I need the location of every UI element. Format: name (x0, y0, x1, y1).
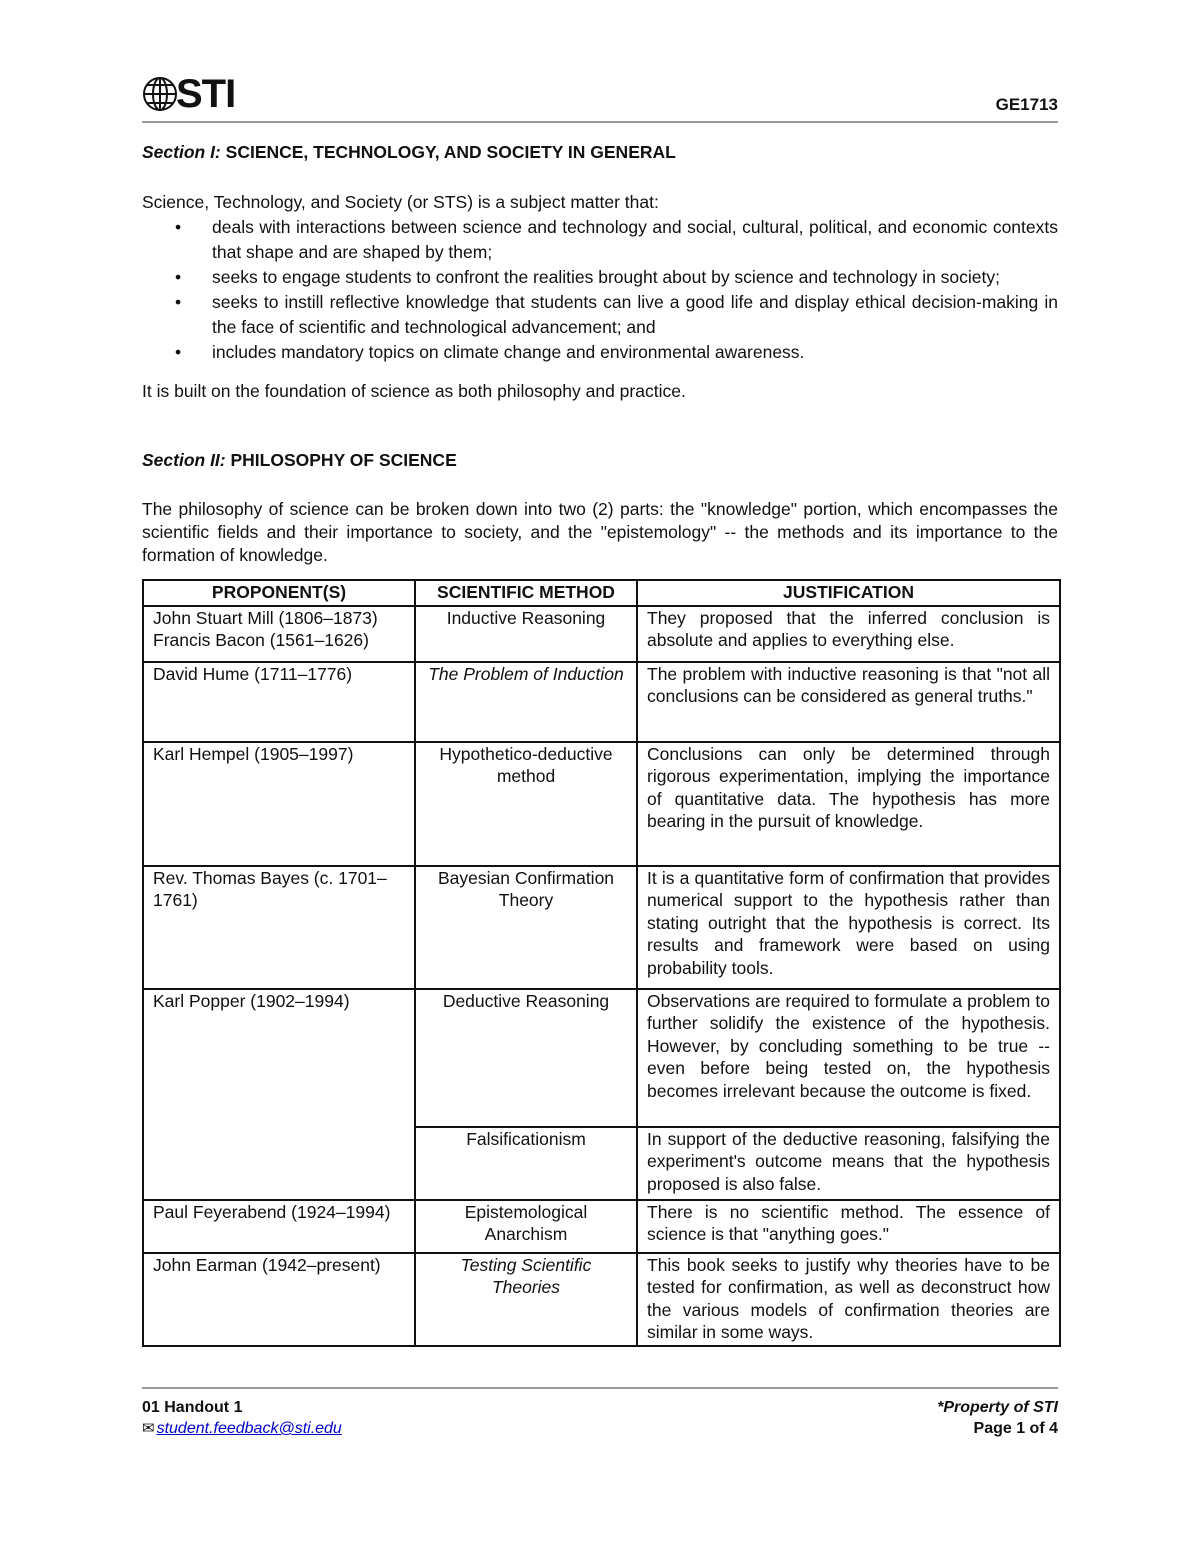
list-item-text: deals with interactions between science and technology and social, cultural, political, and economic contexts that shape and are shaped by them; (212, 217, 1058, 262)
list-item-text: seeks to instill reflective knowledge that students can live a good life and display ethical decision-making in the face of scientific and technological advancement; and (212, 292, 1058, 337)
column-header-justification: JUSTIFICATION (637, 580, 1060, 606)
justification-cell: They proposed that the inferred conclusion is absolute and applies to everything else. (637, 606, 1060, 662)
section-2-heading (142, 448, 1058, 473)
justification-cell: It is a quantitative form of confirmation that provides numerical support to the hypothesis rather than stating outright that the hypothesis is correct. Its results and framework were based on using probability tools. (637, 866, 1060, 989)
envelope-icon: ✉ (142, 1420, 155, 1437)
list-item (142, 340, 1058, 365)
bullet-icon: • (175, 342, 182, 362)
list-item-text: includes mandatory topics on climate change and environmental awareness. (212, 342, 805, 362)
footer-right (937, 1397, 1058, 1439)
method-cell: The Problem of Induction (415, 662, 637, 742)
method-cell: Testing Scientific Theories (415, 1253, 637, 1346)
list-item (142, 290, 1058, 340)
proponent-cell: Karl Hempel (1905–1997) (143, 742, 415, 866)
bullet-icon: • (175, 217, 182, 237)
table-row (143, 866, 1060, 989)
handout-label: 01 Handout 1 (142, 1399, 243, 1416)
globe-icon (142, 74, 178, 114)
proponent-cell: Rev. Thomas Bayes (c. 1701–1761) (143, 866, 415, 989)
document-body (142, 140, 1058, 1347)
method-cell: Deductive Reasoning (415, 989, 637, 1127)
proponent-cell (143, 606, 415, 662)
justification-cell: Observations are required to formulate a problem to further solidify the existence of the hypothesis. However, by concluding something to be true -- even before being tested on, the hypothesis becomes irrelevant because the outcome is fixed. (637, 989, 1060, 1127)
section-1-closing: It is built on the foundation of science as both philosophy and practice. (142, 381, 686, 401)
table-row (143, 606, 1060, 662)
bullet-icon: • (175, 267, 182, 287)
property-notice: *Property of STI (937, 1399, 1058, 1416)
philosophy-table (142, 579, 1061, 1347)
logo-text: STI (176, 72, 236, 116)
section-2-title: PHILOSOPHY OF SCIENCE (230, 450, 457, 470)
list-item (142, 215, 1058, 265)
table-row (143, 1200, 1060, 1253)
page-number: Page 1 of 4 (973, 1420, 1058, 1437)
list-item-text: seeks to engage students to confront the realities brought about by science and technology in society; (212, 267, 1001, 287)
sti-logo (142, 72, 235, 116)
justification-cell: There is no scientific method. The essence of science is that "anything goes." (637, 1200, 1060, 1253)
method-cell: Inductive Reasoning (415, 606, 637, 662)
proponent-cell: David Hume (1711–1776) (143, 662, 415, 742)
justification-cell: Conclusions can only be determined through rigorous experimentation, implying the importance of quantitative data. The hypothesis has more bearing in the pursuit of knowledge. (637, 742, 1060, 866)
method-cell: Falsificationism (415, 1127, 637, 1200)
table-row (143, 742, 1060, 866)
list-item (142, 265, 1058, 290)
section-1-heading (142, 140, 1058, 165)
method-cell: Hypothetico-deductive method (415, 742, 637, 866)
header-divider (142, 121, 1058, 123)
section-2-label: Section II: (142, 450, 226, 470)
proponent-cell: Karl Popper (1902–1994) (143, 989, 415, 1200)
column-header-proponents: PROPONENT(S) (143, 580, 415, 606)
proponent-cell: John Earman (1942–present) (143, 1253, 415, 1346)
course-code: GE1713 (995, 95, 1058, 114)
table-row (143, 989, 1060, 1127)
section-1-title: SCIENCE, TECHNOLOGY, AND SOCIETY IN GENERAL (225, 142, 676, 162)
section-1-label: Section I: (142, 142, 221, 162)
sts-bullet-list (142, 215, 1058, 365)
method-cell: Bayesian Confirmation Theory (415, 866, 637, 989)
table-header-row (143, 580, 1060, 606)
proponent-name: John Stuart Mill (1806–1873) (153, 607, 378, 628)
proponent-name: Francis Bacon (1561–1626) (153, 630, 369, 650)
section-1-intro: Science, Technology, and Society (or STS) is a subject matter that: (142, 192, 659, 212)
column-header-method: SCIENTIFIC METHOD (415, 580, 637, 606)
bullet-icon: • (175, 292, 182, 312)
footer-divider (142, 1387, 1058, 1389)
section-2-intro: The philosophy of science can be broken down into two (2) parts: the "knowledge" portion, which encompasses the scientific fields and their importance to society, and the "epistemology" -- the methods and its importance to the formation of knowledge. (142, 499, 1058, 565)
table-row (143, 1253, 1060, 1346)
method-cell: Epistemological Anarchism (415, 1200, 637, 1253)
justification-cell: The problem with inductive reasoning is that "not all conclusions can be considered as general truths." (637, 662, 1060, 742)
justification-cell: In support of the deductive reasoning, falsifying the experiment's outcome means that the hypothesis proposed is also false. (637, 1127, 1060, 1200)
table-row (143, 662, 1060, 742)
proponent-cell: Paul Feyerabend (1924–1994) (143, 1200, 415, 1253)
feedback-email-link[interactable]: student.feedback@sti.edu (156, 1420, 342, 1437)
justification-cell: This book seeks to justify why theories have to be tested for confirmation, as well as deconstruct how the various models of confirmation theories are similar in some ways. (637, 1253, 1060, 1346)
footer-left (142, 1397, 342, 1439)
